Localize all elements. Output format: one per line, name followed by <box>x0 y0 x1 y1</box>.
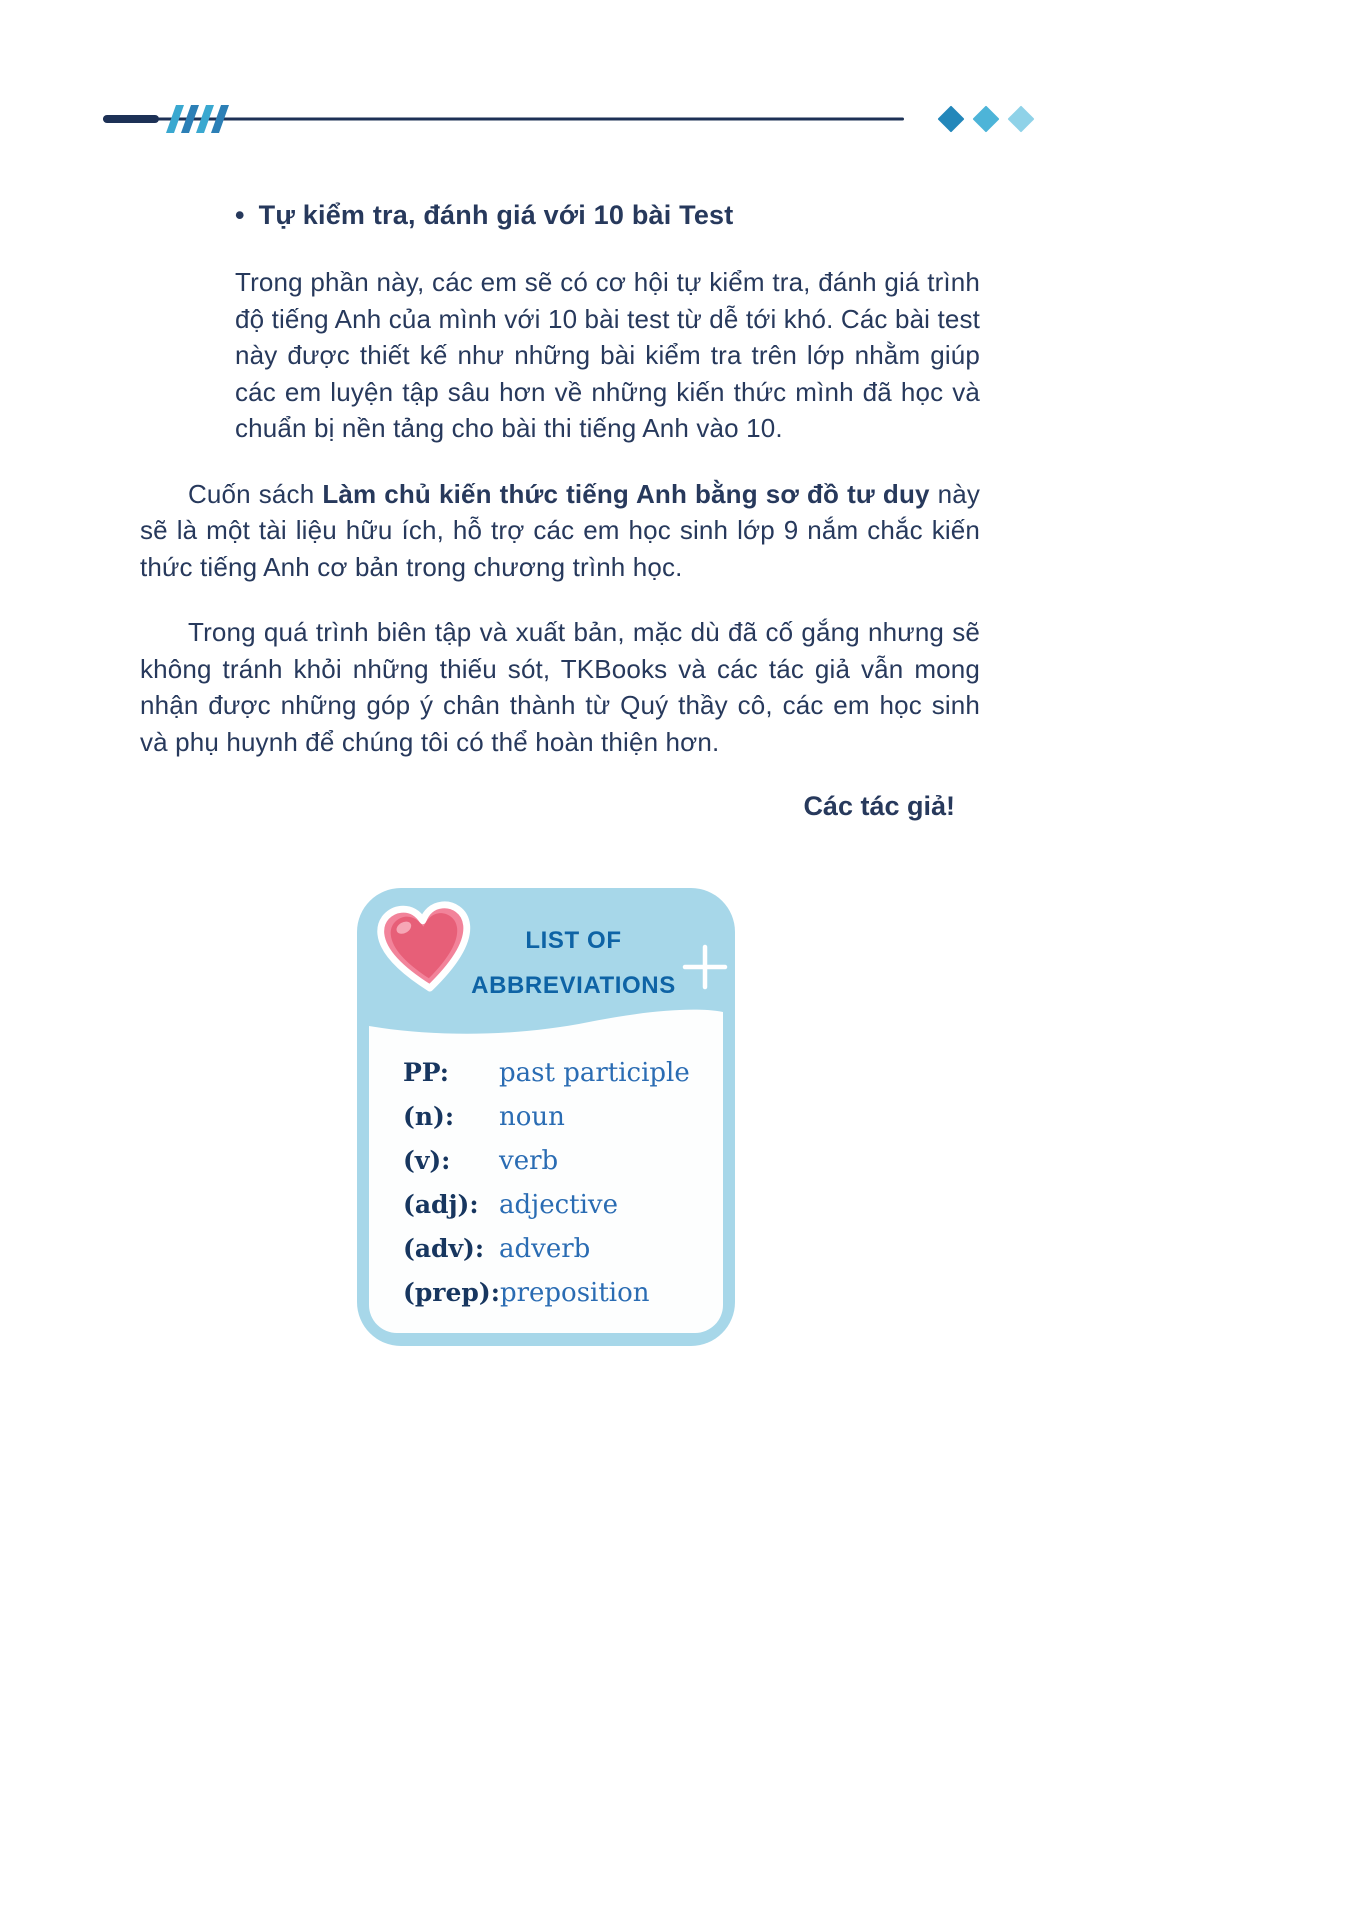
abbreviation-label: (adv): <box>403 1234 485 1263</box>
section-heading-text: Tự kiểm tra, đánh giá với 10 bài Test <box>258 200 734 230</box>
abbreviation-row <box>403 1190 715 1234</box>
page-content <box>140 200 980 822</box>
abbreviation-row <box>403 1146 715 1190</box>
paragraph-acknowledgement: Trong quá trình biên tập và xuất bản, mặc dù đã cố gắng nhưng sẽ không tránh khỏi những thiếu sót, TKBooks và các tác giả vẫn mong nhận được những góp ý chân thành từ Quý thầy cô, các em học sinh và phụ huynh để chúng tôi có thể hoàn thiện hơn. <box>140 617 980 757</box>
card-title-line2: ABBREVIATIONS <box>471 972 676 999</box>
abbreviations-list <box>403 1058 715 1322</box>
abbreviation-meaning: adverb <box>499 1234 591 1264</box>
abbreviation-row <box>403 1278 715 1322</box>
abbreviation-row <box>403 1102 715 1146</box>
book-title-bold: Làm chủ kiến thức tiếng Anh bằng sơ đồ tư duy <box>322 478 930 509</box>
paragraph-book-intro <box>140 476 980 586</box>
sparkle-plus-icon <box>682 944 728 990</box>
diamond-icon <box>1008 106 1035 133</box>
paragraph-self-test: Trong phần này, các em sẽ có cơ hội tự kiểm tra, đánh giá trình độ tiếng Anh của mình với 10 bài test từ dễ tới khó. Các bài test này được thiết kế như những bài kiểm tra trên lớp nhằm giúp các em luyện tập sâu hơn về những kiến thức mình đã học và chuẩn bị nền tảng cho bài thi tiếng Anh vào 10. <box>235 267 980 443</box>
header-decoration <box>0 96 1355 144</box>
abbreviation-label: PP: <box>403 1058 449 1087</box>
abbreviation-meaning: past participle <box>499 1058 690 1088</box>
abbreviation-label: (adj): <box>403 1190 479 1219</box>
abbreviation-label: (v): <box>403 1146 451 1175</box>
abbreviation-label: (n): <box>403 1102 455 1131</box>
diamond-icon <box>938 106 965 133</box>
abbreviations-card <box>357 888 735 1346</box>
card-title-line1: LIST OF <box>525 927 622 954</box>
abbreviation-meaning: verb <box>499 1146 559 1176</box>
section-heading <box>235 200 980 231</box>
panel-wave-edge <box>369 1000 723 1042</box>
diamond-icon <box>973 106 1000 133</box>
paragraph-rest: này sẽ là một tài liệu hữu ích, hỗ trợ các em học sinh lớp 9 nắm chắc kiến thức tiếng Anh cơ bản trong chương trình học. <box>140 478 981 582</box>
abbreviation-row <box>403 1234 715 1278</box>
abbreviation-meaning: adjective <box>499 1190 618 1220</box>
header-line-accent <box>103 115 159 123</box>
abbreviations-panel <box>369 1000 723 1333</box>
abbreviation-row <box>403 1058 715 1102</box>
bullet-marker: • <box>235 200 245 230</box>
abbreviation-meaning: preposition <box>499 1278 650 1308</box>
card-title <box>357 918 735 1008</box>
authors-signature: Các tác giả! <box>803 791 955 821</box>
paragraph-lead: Cuốn sách <box>188 478 323 509</box>
abbreviation-meaning: noun <box>499 1102 565 1132</box>
abbreviation-label: (prep): <box>403 1278 500 1307</box>
